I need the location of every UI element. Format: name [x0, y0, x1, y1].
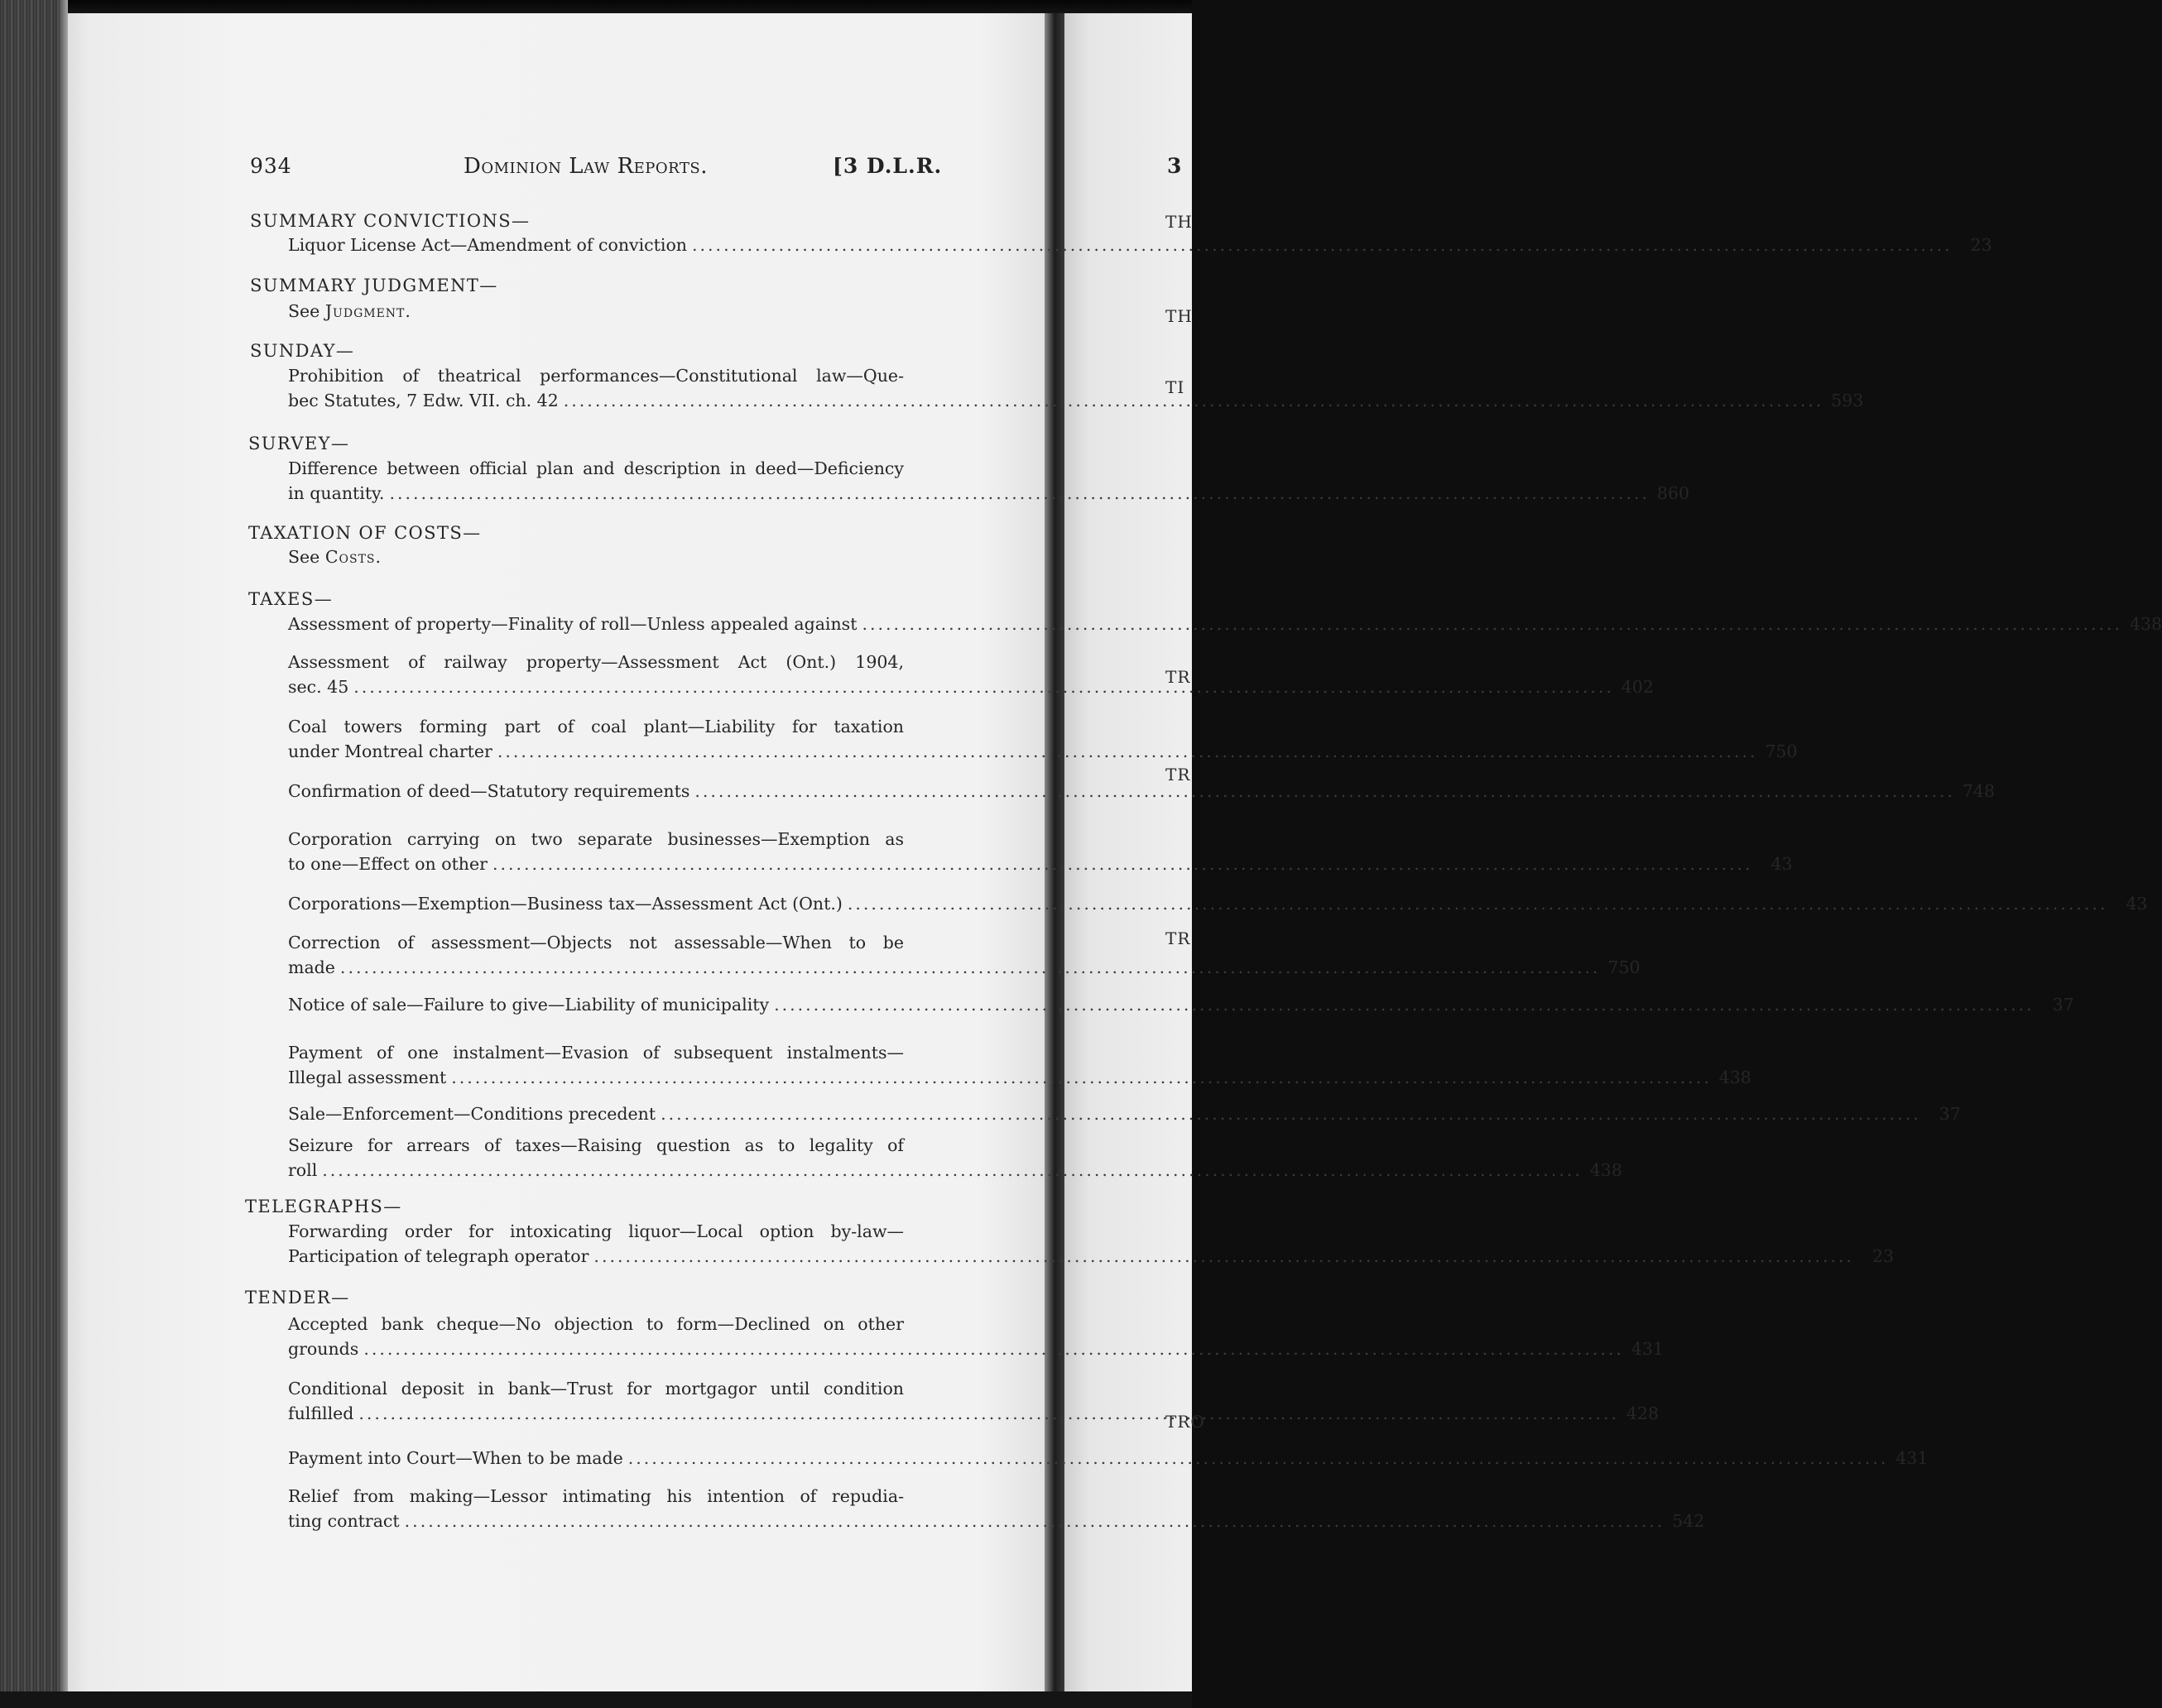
index-item-line: Relief from making—Lessor intimating his intention of repudia- — [288, 1486, 904, 1506]
index-item-line: Accepted bank cheque—No objection to form—Declined on other — [288, 1314, 904, 1334]
see-prefix: See — [288, 301, 325, 321]
index-item — [288, 1447, 1929, 1471]
index-item-line: Conditional deposit in bank—Trust for mortgagor until condition — [288, 1379, 904, 1399]
dot-leader — [628, 1447, 1889, 1470]
index-item — [288, 389, 1864, 414]
page-reference: 750 — [1765, 741, 1798, 761]
index-item-line: Seizure for arrears of taxes—Raising question as to legality of — [288, 1135, 904, 1155]
index-item — [288, 1066, 1751, 1091]
dot-leader — [564, 389, 1824, 412]
index-heading: SUNDAY— — [250, 341, 355, 361]
index-item-line: Payment of one instalment—Evasion of subsequent instalments— — [288, 1043, 904, 1063]
index-item — [288, 1509, 1705, 1534]
index-item-line: Coal towers forming part of coal plant—Liability for taxation — [288, 717, 904, 736]
index-heading: TELEGRAPHS— — [245, 1197, 402, 1216]
index-heading: TAXES— — [248, 589, 334, 609]
index-item — [288, 740, 1798, 765]
index-item-text: grounds — [288, 1339, 359, 1359]
page-reference: 860 — [1656, 483, 1690, 503]
index-item — [288, 852, 1793, 877]
dot-leader — [405, 1509, 1665, 1533]
dot-leader — [363, 1337, 1624, 1360]
dot-leader — [774, 993, 2035, 1016]
page-reference: 37 — [1939, 1104, 1961, 1124]
page-reference: 438 — [1718, 1068, 1751, 1087]
index-heading: TAXATION OF COSTS— — [248, 523, 482, 543]
index-item — [288, 1102, 1961, 1127]
index-item — [288, 612, 2162, 637]
index-item-line: Correction of assessment—Objects not assessable—When to be — [288, 933, 904, 952]
page-reference: 23 — [1970, 235, 1992, 255]
index-item — [288, 993, 2074, 1018]
index-heading: SURVEY— — [248, 434, 350, 453]
index-item — [288, 956, 1641, 981]
index-item-text: Liquor License Act—Amendment of conviction — [288, 235, 687, 255]
index-item — [288, 1159, 1622, 1183]
dot-leader — [389, 482, 1650, 505]
index-item-line: Forwarding order for intoxicating liquor—Local option by-law— — [288, 1221, 904, 1241]
dot-leader — [497, 740, 1758, 763]
index-item-text: fulfilled — [288, 1403, 354, 1423]
dot-leader — [340, 956, 1601, 979]
index-item-line: Corporation carrying on two separate businesses—Exemption as — [288, 829, 904, 849]
page-reference: 428 — [1626, 1403, 1660, 1423]
dot-leader — [661, 1102, 1921, 1125]
page-reference: 748 — [1962, 781, 1995, 801]
page-reference: 438 — [1589, 1160, 1622, 1180]
index-item-text: Corporations—Exemption—Business tax—Assessment Act (Ont.) — [288, 894, 843, 914]
right-page-heading-fragment: TR — [1165, 667, 1191, 687]
cross-reference — [288, 301, 411, 321]
dot-leader — [353, 675, 1614, 698]
index-item-text: sec. 45 — [288, 677, 349, 697]
index-item-line: Difference between official plan and description in deed—Deficiency — [288, 458, 904, 478]
dot-leader — [862, 612, 2122, 636]
right-page-heading-fragment: TR — [1165, 765, 1191, 784]
page-reference: 438 — [2129, 614, 2162, 634]
volume-reference: [3 D.L.R. — [833, 154, 943, 178]
page-reference: 750 — [1607, 957, 1641, 977]
page-reference: 43 — [1770, 854, 1793, 874]
see-prefix: See — [288, 547, 325, 567]
index-item-text: Sale—Enforcement—Conditions precedent — [288, 1104, 656, 1124]
index-item-text: roll — [288, 1160, 318, 1180]
page-reference: 23 — [1871, 1246, 1895, 1266]
right-page-heading-fragment: TH — [1165, 306, 1193, 326]
page-reference: 43 — [2126, 894, 2148, 914]
index-item — [288, 892, 2148, 917]
page-reference: 431 — [1631, 1339, 1664, 1359]
right-page-heading-fragment: TH — [1165, 212, 1193, 232]
index-item-line: Prohibition of theatrical performances—Constitutional law—Que- — [288, 366, 904, 386]
dot-leader — [848, 892, 2108, 915]
page-reference: 542 — [1672, 1511, 1705, 1531]
index-item — [288, 233, 1992, 258]
dot-leader — [692, 233, 1953, 257]
index-item-line: Assessment of railway property—Assessment Act (Ont.) 1904, — [288, 652, 904, 672]
index-item-text: under Montreal charter — [288, 741, 492, 761]
index-heading: TENDER— — [245, 1288, 350, 1307]
right-page-heading-fragment: TI — [1165, 377, 1185, 397]
right-page-heading-fragment: TRO — [1165, 1412, 1205, 1432]
dot-leader — [694, 780, 1955, 803]
index-item-text: Notice of sale—Failure to give—Liability of municipality — [288, 995, 770, 1015]
index-heading: SUMMARY JUDGMENT— — [250, 276, 498, 295]
dot-leader — [593, 1245, 1854, 1268]
right-page-volume-reference: 3 — [1167, 154, 1182, 178]
index-item-text: Participation of telegraph operator — [288, 1246, 589, 1266]
dot-leader — [492, 852, 1753, 876]
index-item-text: bec Statutes, 7 Edw. VII. ch. 42 — [288, 391, 559, 410]
index-item-text: to one—Effect on other — [288, 854, 488, 874]
index-item — [288, 482, 1690, 506]
index-item — [288, 1337, 1664, 1362]
index-item-text: Payment into Court—When to be made — [288, 1448, 623, 1468]
see-target: Judgment. — [324, 301, 411, 321]
journal-title: Dominion Law Reports. — [464, 154, 708, 179]
index-item — [288, 780, 1995, 804]
index-item-text: made — [288, 957, 335, 977]
index-heading: SUMMARY CONVICTIONS— — [250, 211, 531, 231]
page-number: 934 — [250, 154, 292, 178]
dot-leader — [322, 1159, 1583, 1182]
cross-reference — [288, 547, 382, 567]
right-page-heading-fragment: TR — [1165, 928, 1191, 948]
see-target: Costs. — [324, 547, 382, 567]
page-reference: 593 — [1831, 391, 1864, 410]
index-item-text: in quantity. — [288, 483, 385, 503]
index-item — [288, 1245, 1895, 1269]
index-item-text: Illegal assessment — [288, 1068, 447, 1087]
index-item-text: Assessment of property—Finality of roll—Unless appealed against — [288, 614, 858, 634]
page-reference: 402 — [1621, 677, 1654, 697]
index-item-text: Confirmation of deed—Statutory requirements — [288, 781, 690, 801]
index-item-text: ting contract — [288, 1511, 400, 1531]
dot-leader — [358, 1402, 1619, 1425]
page-reference: 37 — [2052, 995, 2074, 1015]
page-reference: 431 — [1895, 1448, 1929, 1468]
dot-leader — [451, 1066, 1712, 1089]
